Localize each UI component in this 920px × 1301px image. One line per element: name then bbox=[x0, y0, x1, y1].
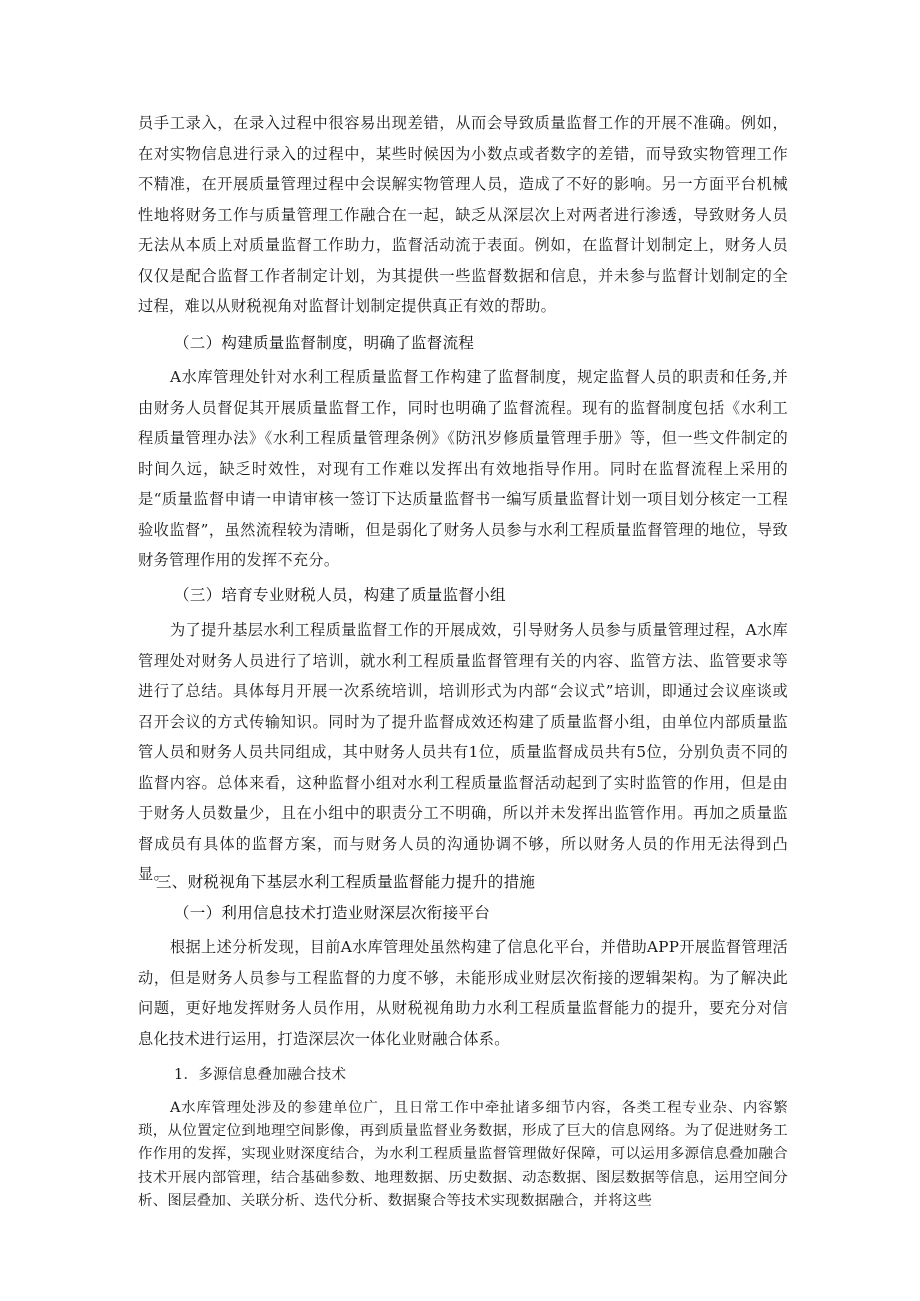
section-heading-tax-personnel: （三）培育专业财税人员，构建了质量监督小组 bbox=[174, 586, 506, 604]
paragraph-multisource-fusion: A水库管理处涉及的参建单位广，且日常工作中牵扯诸多细节内容，各类工程专业杂、内容繁琐，从位置定位到地理空间影像，再到质量监督业务数据，形成了巨大的信息网络。为了促进财务工作作用的发挥，实现业财深度结合，为水利工程质量监督管理做好保障，可以运用多源信息叠加融合技术开展内部管理，结合基础参数、地理数据、历史数据、动态数据、图层数据等信息，运用空间分析、图层叠加、关联分析、迭代分析、数据聚合等技术实现数据融合，并将这些 bbox=[138, 1100, 788, 1209]
paragraph-supervision-system: A水库管理处针对水利工程质量监督工作构建了监督制度，规定监督人员的职责和任务,并由财务人员督促其开展质量监督工作，同时也明确了监督流程。现有的监督制度包括《水利工程质量管理办法》《水利工程质量管理条例》《防汛岁修质量管理手册》等，但一些文件制定的时间久远，缺乏时效性，对现有工作难以发挥出有效地指导作用。同时在监督流程上采用的是“质量监督申请一申请审核一签订下达质量监督书一编写质量监督计划一项目划分核定一工程验收监督”，虽然流程较为清晰，但是弱化了财务人员参与水利工程质量监督管理的地位，导致财务管理作用的发挥不充分。 bbox=[138, 368, 788, 569]
chapter-heading-measures: 三、财税视角下基层水利工程质量监督能力提升的措施 bbox=[156, 873, 536, 891]
paragraph-platform-issues: 员手工录入，在录入过程中很容易出现差错，从而会导致质量监督工作的开展不准确。例如，在对实物信息进行录入的过程中，某些时候因为小数点或者数字的差错，而导致实物管理工作不精准，在开展质量管理过程中会误解实物管理人员，造成了不好的影响。另一方面平台机械性地将财务工作与质量管理工作融合在一起，缺乏从深层次上对两者进行渗透，导致财务人员无法从本质上对质量监督工作助力，监督活动流于表面。例如，在监督计划制定上，财务人员仅仅是配合监督工作者制定计划，为其提供一些监督数据和信息，并未参与监督计划制定的全过程，难以从财税视角对监督计划制定提供真正有效的帮助。 bbox=[138, 114, 788, 315]
section-heading-info-platform: （一）利用信息技术打造业财深层次衔接平台 bbox=[174, 904, 491, 922]
paragraph-info-platform: 根据上述分析发现，目前A水库管理处虽然构建了信息化平台，并借助APP开展监督管理活动，但是财务人员参与工程监督的力度不够，未能形成业财层次衔接的逻辑架构。为了解决此问题，更好地发挥财务人员作用，从财税视角助力水利工程质量监督能力的提升，要充分对信息化技术进行运用，打造深层次一体化业财融合体系。 bbox=[138, 938, 788, 1048]
section-heading-supervision-system: （二）构建质量监督制度，明确了监督流程 bbox=[174, 334, 475, 352]
paragraph-tax-personnel: 为了提升基层水利工程质量监督工作的开展成效，引导财务人员参与质量管理过程，A水库管理处对财务人员进行了培训，就水利工程质量监督管理有关的内容、监管方法、监管要求等进行了总结。具体每月开展一次系统培训，培训形式为内部“会议式”培训，即通过会议座谈或召开会议的方式传输知识。同时为了提升监督成效还构建了质量监督小组，由单位内部质量监管人员和财务人员共同组成，其中财务人员共有1位，质量监督成员共有5位，分别负责不同的监督内容。总体来看，这种监督小组对水利工程质量监督活动起到了实时监管的作用，但是由于财务人员数量少，且在小组中的职责分工不明确，所以并未发挥出监管作用。再加之质量监督成员有具体的监督方案，而与财务人员的沟通协调不够，所以财务人员的作用无法得到凸显。 bbox=[138, 621, 788, 883]
subheading-multisource-fusion: 1．多源信息叠加融合技术 bbox=[174, 1067, 347, 1083]
